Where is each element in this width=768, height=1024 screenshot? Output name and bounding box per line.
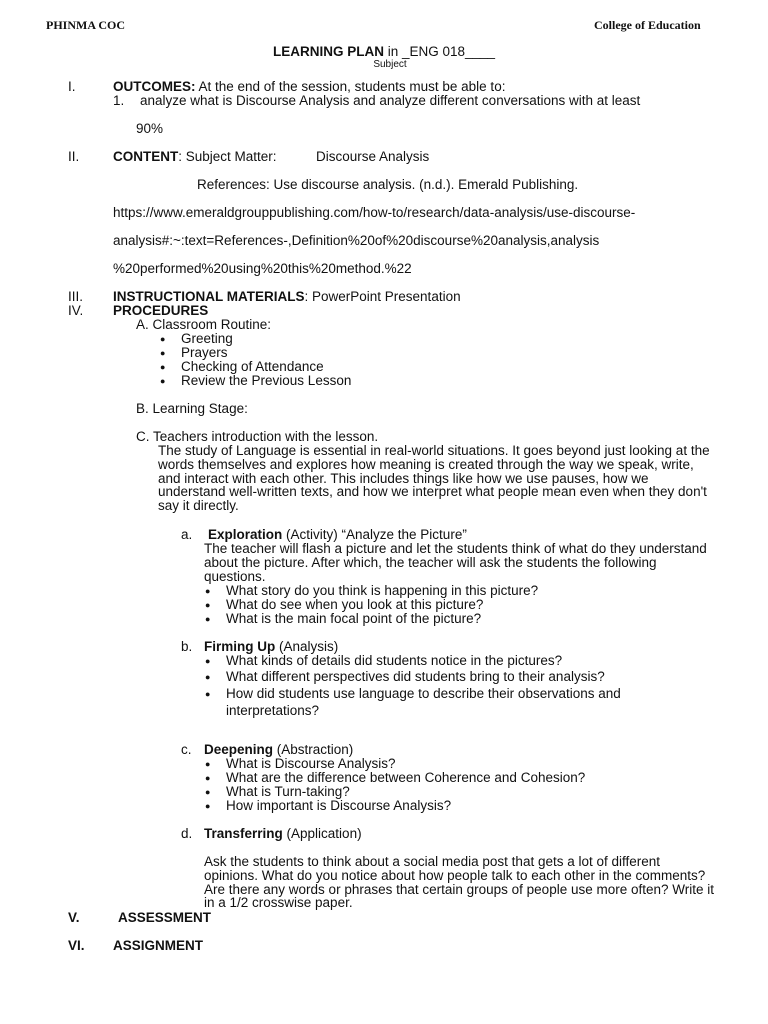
firming-text: (Analysis) bbox=[275, 639, 339, 654]
learning-stage-label: B. Learning Stage: bbox=[136, 401, 248, 416]
materials-numeral: III. bbox=[68, 289, 84, 304]
firming-question: ● What kinds of details did students notice in the pictures? bbox=[226, 654, 562, 668]
reference-url-line1: https://www.emeraldgrouppublishing.com/how-to/research/data-analysis/use-discourse- bbox=[113, 205, 636, 220]
materials-label: INSTRUCTIONAL MATERIALS bbox=[113, 289, 305, 304]
transferring-label: Transferring bbox=[204, 826, 283, 841]
firming-label: Firming Up bbox=[204, 639, 276, 654]
outcome-item: analyze what is Discourse Analysis and analyze different conversations with at least bbox=[140, 93, 641, 108]
content-subject: Discourse Analysis bbox=[316, 149, 430, 164]
content-text: : Subject Matter: bbox=[178, 149, 277, 164]
assessment-numeral: V. bbox=[68, 910, 80, 925]
deepening-question: ● How important is Discourse Analysis? bbox=[226, 799, 451, 813]
title-subject-caption: Subject bbox=[373, 59, 407, 70]
classroom-routine-label: A. Classroom Routine: bbox=[136, 317, 272, 332]
firming-question: ● What different perspectives did students bring to their analysis? bbox=[226, 670, 605, 684]
deepening-question: ● What are the difference between Coherence and Cohesion? bbox=[226, 771, 585, 785]
deepening-label: Deepening bbox=[204, 742, 274, 757]
transferring-heading bbox=[204, 827, 362, 841]
teacher-intro-paragraph: The study of Language is essential in real-world situations. It goes beyond just looking at the words themselves and explores how meaning is created through the way we speak, write, and interact with each other. This includes things like how we use pauses, how we understand well-written texts, and how we interpret what people mean even when they don't say it directly. bbox=[158, 443, 710, 514]
routine-item-review: ● Review the Previous Lesson bbox=[181, 374, 351, 388]
exploration-question: ● What is the main focal point of the picture? bbox=[226, 612, 481, 626]
exploration-paragraph: The teacher will flash a picture and let the students think of what do they understand about the picture. After which, the teacher will ask the students the following questions. bbox=[204, 541, 707, 584]
routine-item-attendance: ● Checking of Attendance bbox=[181, 360, 324, 374]
header-right: College of Education bbox=[594, 18, 701, 32]
content-label: CONTENT bbox=[113, 149, 179, 164]
deepening-text: (Abstraction) bbox=[273, 742, 354, 757]
deepening-question: ● What is Discourse Analysis? bbox=[226, 757, 396, 771]
exploration-question: ● What story do you think is happening in this picture? bbox=[226, 584, 538, 598]
title-bold: LEARNING PLAN bbox=[272, 44, 384, 59]
deepening-question: ● What is Turn-taking? bbox=[226, 785, 350, 799]
firming-question: ● How did students use language to describe their observations and bbox=[226, 687, 621, 701]
procedures-label: PROCEDURES bbox=[113, 303, 209, 318]
firming-letter: b. bbox=[181, 639, 193, 654]
deepening-heading bbox=[204, 743, 353, 757]
exploration-label: Exploration bbox=[208, 527, 283, 542]
procedures-numeral: IV. bbox=[68, 303, 84, 318]
page-title bbox=[0, 45, 768, 59]
firming-heading bbox=[204, 640, 338, 654]
header-left: PHINMA COC bbox=[46, 18, 125, 32]
assignment-label: ASSIGNMENT bbox=[113, 938, 204, 953]
transferring-letter: d. bbox=[181, 826, 193, 841]
materials-text: : PowerPoint Presentation bbox=[304, 289, 461, 304]
reference-url-line3: %20performed%20using%20this%20method.%22 bbox=[113, 261, 412, 276]
materials-heading bbox=[113, 290, 461, 304]
outcomes-label: OUTCOMES: bbox=[113, 79, 196, 94]
exploration-text: (Activity) “Analyze the Picture” bbox=[282, 527, 467, 542]
transferring-paragraph: Ask the students to think about a social media post that gets a lot of different opinions. What do you notice about how people talk to each other in the comments? Are there any words or phrases that certain groups of people use more often? Write it in a 1/2 crosswise paper. bbox=[204, 854, 715, 911]
exploration-heading bbox=[208, 528, 467, 542]
outcome-item-number: 1. bbox=[113, 93, 125, 108]
title-rest: in _ENG 018____ bbox=[383, 44, 496, 59]
reference-url-line2: analysis#:~:text=References-,Definition%20of%20discourse%20analysis,analysis bbox=[113, 233, 600, 248]
exploration-letter: a. bbox=[181, 527, 193, 542]
assessment-label: ASSESSMENT bbox=[118, 910, 212, 925]
assignment-numeral: VI. bbox=[68, 938, 85, 953]
outcomes-text: At the end of the session, students must be able to: bbox=[195, 79, 506, 94]
transferring-text: (Application) bbox=[282, 826, 362, 841]
content-numeral: II. bbox=[68, 149, 80, 164]
deepening-letter: c. bbox=[181, 742, 192, 757]
routine-item-greeting: ● Greeting bbox=[181, 332, 233, 346]
teacher-intro-label: C. Teachers introduction with the lesson. bbox=[136, 429, 379, 444]
routine-item-prayers: ● Prayers bbox=[181, 346, 228, 360]
firming-question-cont: interpretations? bbox=[226, 703, 320, 718]
exploration-question: ● What do see when you look at this picture? bbox=[226, 598, 483, 612]
outcomes-heading bbox=[113, 80, 505, 94]
content-references: References: Use discourse analysis. (n.d.). Emerald Publishing. bbox=[197, 177, 579, 192]
outcomes-numeral: I. bbox=[68, 79, 76, 94]
outcome-item-cont: 90% bbox=[136, 121, 164, 136]
content-heading bbox=[113, 150, 277, 164]
